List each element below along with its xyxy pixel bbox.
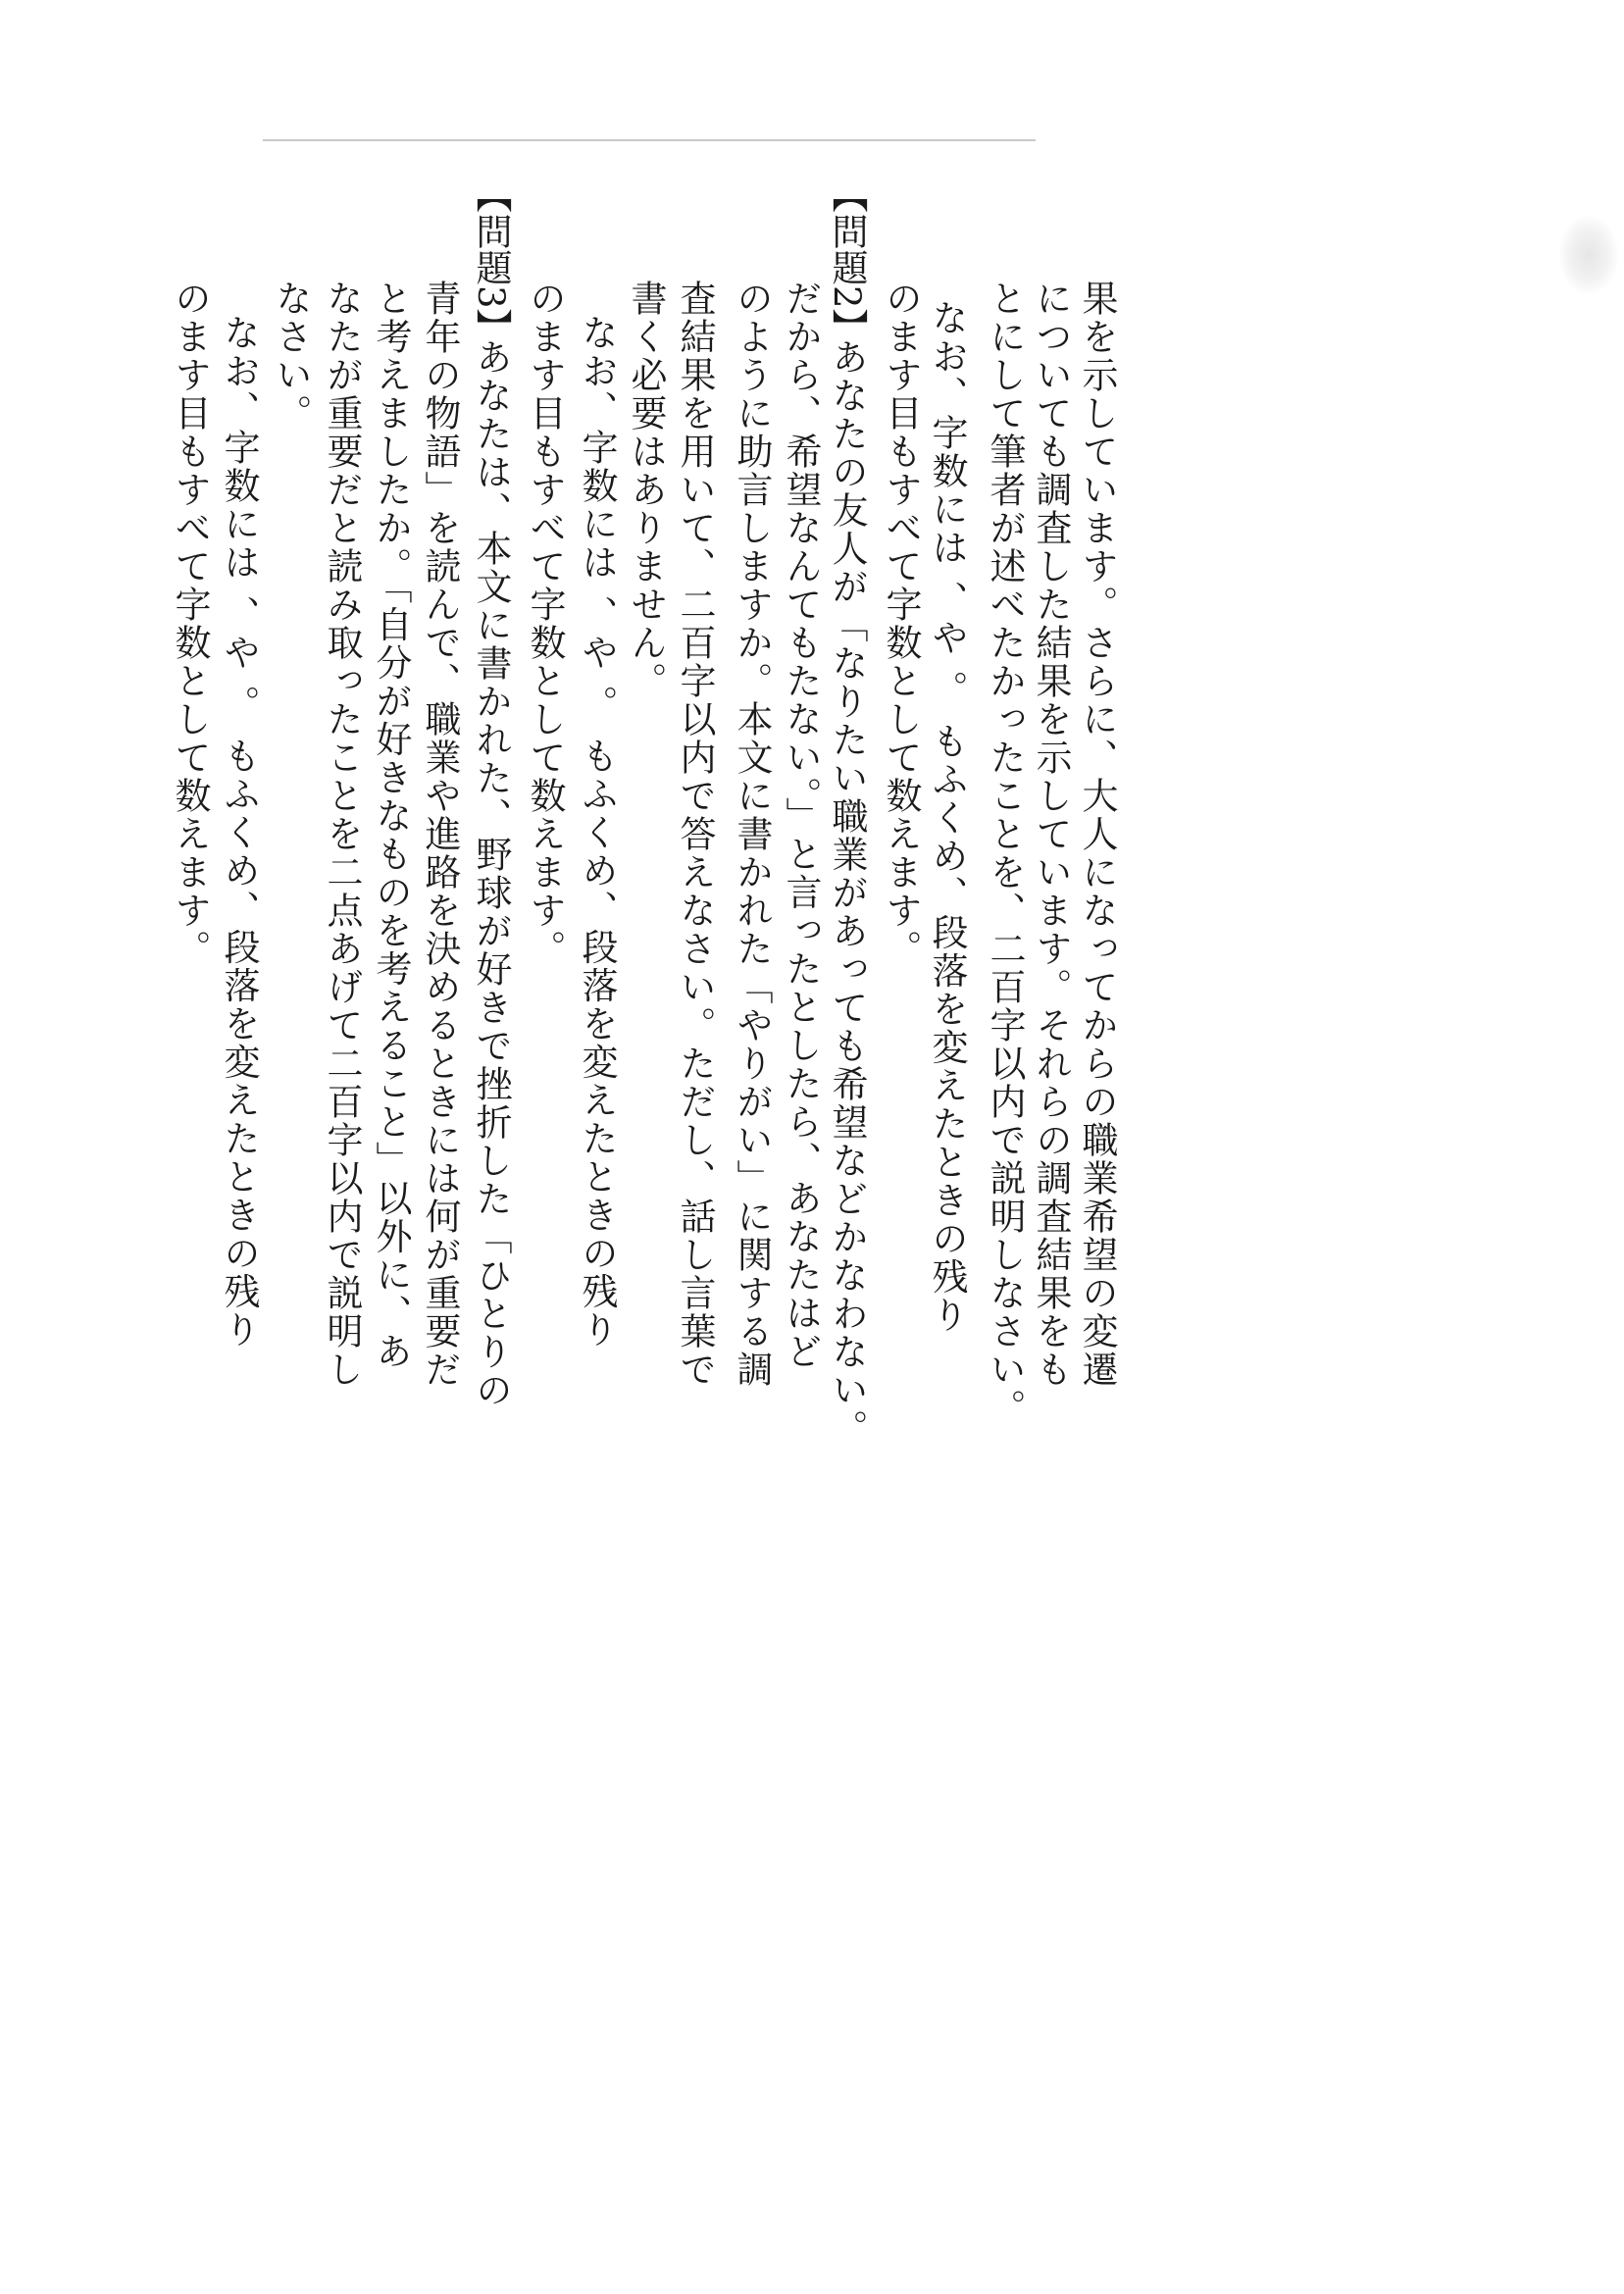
- question-3-line-2: 青年の物語」を読んで、職業や進路を決めるときには何が重要だ: [419, 280, 461, 1389]
- question-3-line-7: のます目もすべて字数として数えます。: [169, 280, 211, 968]
- intro-line-5: のます目もすべて字数として数えます。: [880, 280, 922, 968]
- question-2-line-5: 書く必要はありません。: [625, 280, 667, 700]
- question-3-line-5: なさい。: [270, 280, 312, 433]
- question-2-line-1: あなたの友人が「なりたい職業があっても希望などかなわない。: [826, 338, 868, 1448]
- question-2-line-2: だから、希望なんてもたない。」と言ったとしたら、あなたはど: [780, 280, 822, 1371]
- intro-line-3: とにして筆者が述べたかったことを、二百字以内で説明しなさい。: [984, 280, 1026, 1427]
- question-3-heading: 【問題3】: [470, 177, 512, 345]
- question-3-line-1: あなたは、本文に書かれた、野球が好きで挫折した「ひとりの: [470, 338, 512, 1409]
- question-2-line-7: のます目もすべて字数として数えます。: [524, 280, 566, 968]
- question-3-line-4: なたが重要だと読み取ったことを二点あげて二百字以内で説明し: [321, 280, 363, 1389]
- question-2-line-4: 査結果を用いて、二百字以内で答えなさい。ただし、話し言葉で: [674, 280, 716, 1389]
- question-3-line-6: なお、字数には 、や 。 もふくめ、段落を変えたときの残り: [218, 314, 260, 1350]
- question-2-line-6: なお、字数には 、や 。 もふくめ、段落を変えたときの残り: [576, 314, 618, 1350]
- question-2-line-3: のように助言しますか。本文に書かれた「やりがい」に関する調: [731, 280, 773, 1389]
- question-2-heading: 【問題2】: [826, 177, 868, 345]
- intro-line-2: についても調査した結果を示しています。それらの調査結果をも: [1030, 280, 1072, 1389]
- question-3-line-3: と考えましたか。「自分が好きなものを考えること」以外に、あ: [370, 280, 412, 1371]
- intro-line-4: なお、字数には 、や 。 もふくめ、段落を変えたときの残り: [926, 299, 968, 1335]
- intro-line-1: 果を示しています。さらに、大人になってからの職業希望の変遷: [1076, 280, 1118, 1389]
